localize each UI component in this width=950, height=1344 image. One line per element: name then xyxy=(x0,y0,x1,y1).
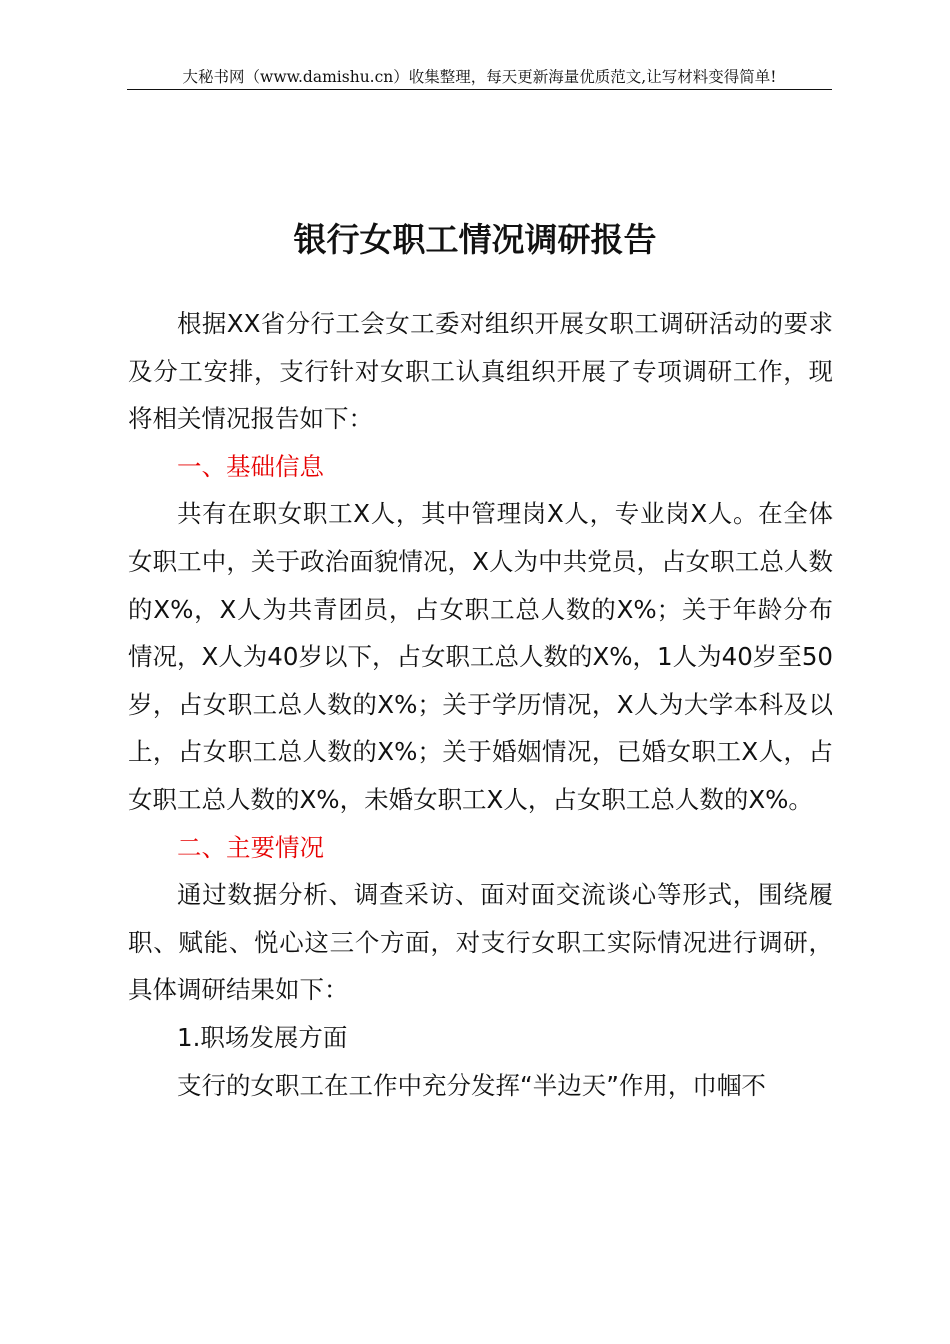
career-development-paragraph: 支行的女职工在工作中充分发挥“半边天”作用，巾帼不 xyxy=(177,1070,766,1100)
section-heading-basic-info: 一、基础信息 xyxy=(177,451,324,481)
main-situation-paragraph: 通过数据分析、调查采访、面对面交流谈心等形式，围绕履职、赋能、悦心这三个方面，对支行女职工实际情况进行调研，具体调研结果如下： xyxy=(128,880,833,1005)
intro-paragraph: 根据XX省分行工会女工委对组织开展女职工调研活动的要求及分工安排，支行针对女职工认真组织开展了专项调研工作，现将相关情况报告如下： xyxy=(128,309,833,434)
document-body xyxy=(128,300,833,1109)
source-header: 大秘书网（www.damishu.cn）收集整理，每天更新海量优质范文,让写材料变得简单! xyxy=(182,68,777,86)
basic-info-paragraph: 共有在职女职工X人，其中管理岗X人，专业岗X人。在全体女职工中，关于政治面貌情况，X人为中共党员，占女职工总人数的X%，X人为共青团员，占女职工总人数的X%；关于年龄分布情况，X人为40岁以下，占女职工总人数的X%，1人为40岁至50岁，占女职工总人数的X%；关于学历情况，X人为大学本科及以上，占女职工总人数的X%；关于婚姻情况，已婚女职工X人，占女职工总人数的X%，未婚女职工X人，占女职工总人数的X%。 xyxy=(128,499,833,814)
document-title: 银行女职工情况调研报告 xyxy=(293,220,657,259)
header-divider xyxy=(127,89,832,90)
subheading-career-development: 1.职场发展方面 xyxy=(177,1022,348,1052)
section-heading-main-situation: 二、主要情况 xyxy=(177,832,324,862)
